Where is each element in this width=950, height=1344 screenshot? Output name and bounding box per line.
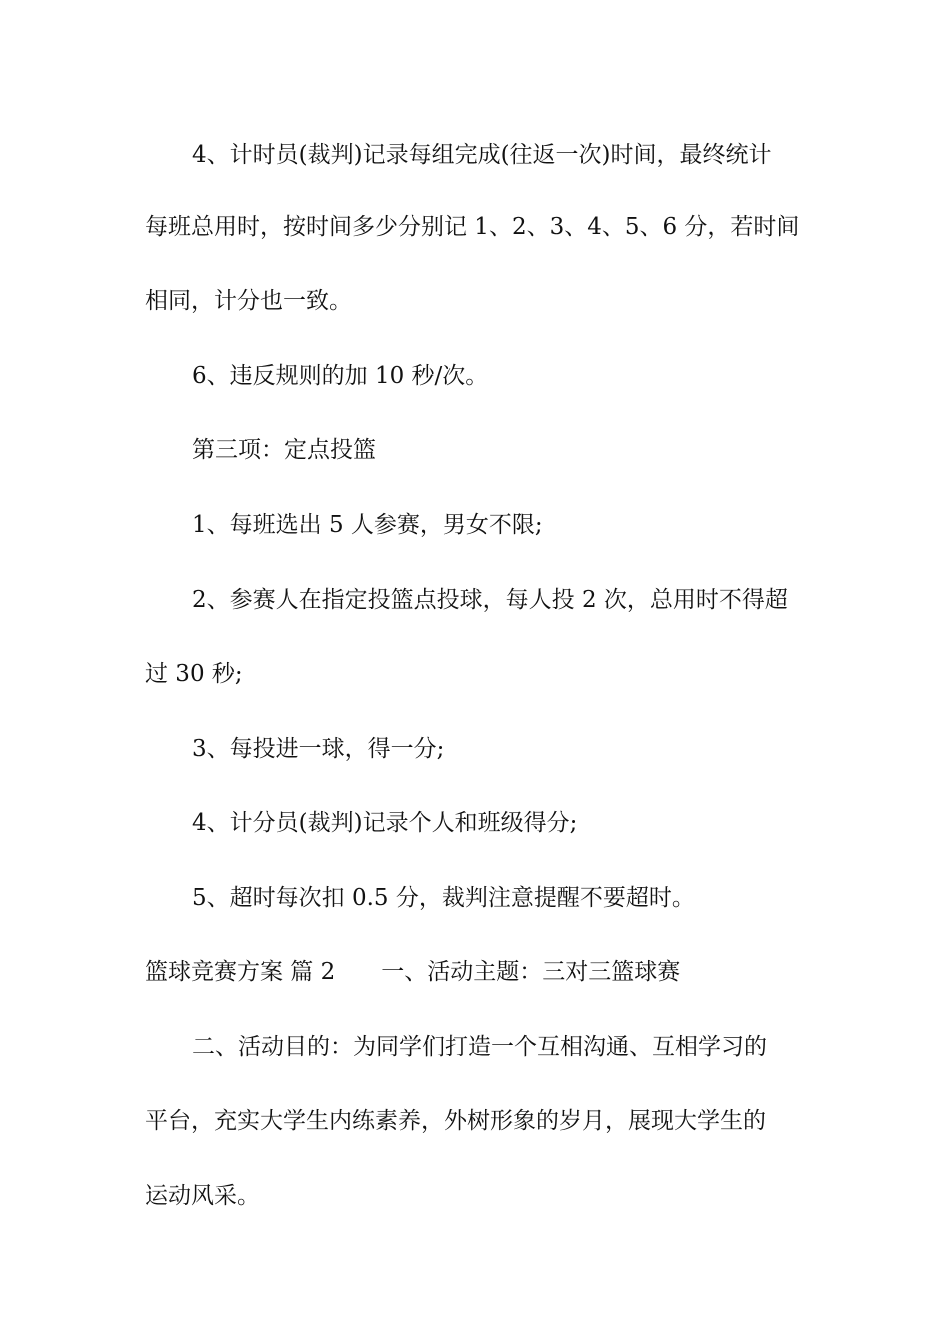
- paragraph-line: 5、超时每次扣 0.5 分，裁判注意提醒不要超时。: [192, 885, 695, 911]
- paragraph-line: 二、活动目的：为同学们打造一个互相沟通、互相学习的: [192, 1034, 767, 1060]
- paragraph-line: 运动风采。: [145, 1183, 260, 1209]
- paragraph-line: 过 30 秒;: [145, 661, 243, 687]
- paragraph-line: 每班总用时，按时间多少分别记 1、2、3、4、5、6 分，若时间: [145, 214, 800, 240]
- activity-theme: 一、活动主题：三对三篮球赛: [381, 959, 681, 985]
- paragraph-line: 3、每投进一球，得一分;: [192, 736, 445, 762]
- paragraph-line: 1、每班选出 5 人参赛，男女不限;: [192, 512, 543, 538]
- paragraph-line: 相同，计分也一致。: [145, 288, 352, 314]
- document-title: 篮球竞赛方案 篇 2: [145, 959, 336, 985]
- section-heading: 第三项：定点投篮: [192, 437, 376, 463]
- heading-line: [145, 957, 815, 987]
- paragraph-line: 6、违反规则的加 10 秒/次。: [192, 363, 489, 389]
- paragraph-line: 2、参赛人在指定投篮点投球，每人投 2 次，总用时不得超: [192, 587, 788, 613]
- paragraph-line: 4、计时员(裁判)记录每组完成(往返一次)时间，最终统计: [192, 142, 772, 168]
- paragraph-line: 平台，充实大学生内练素养，外树形象的岁月，展现大学生的: [145, 1108, 766, 1134]
- paragraph-line: 4、计分员(裁判)记录个人和班级得分;: [192, 810, 578, 836]
